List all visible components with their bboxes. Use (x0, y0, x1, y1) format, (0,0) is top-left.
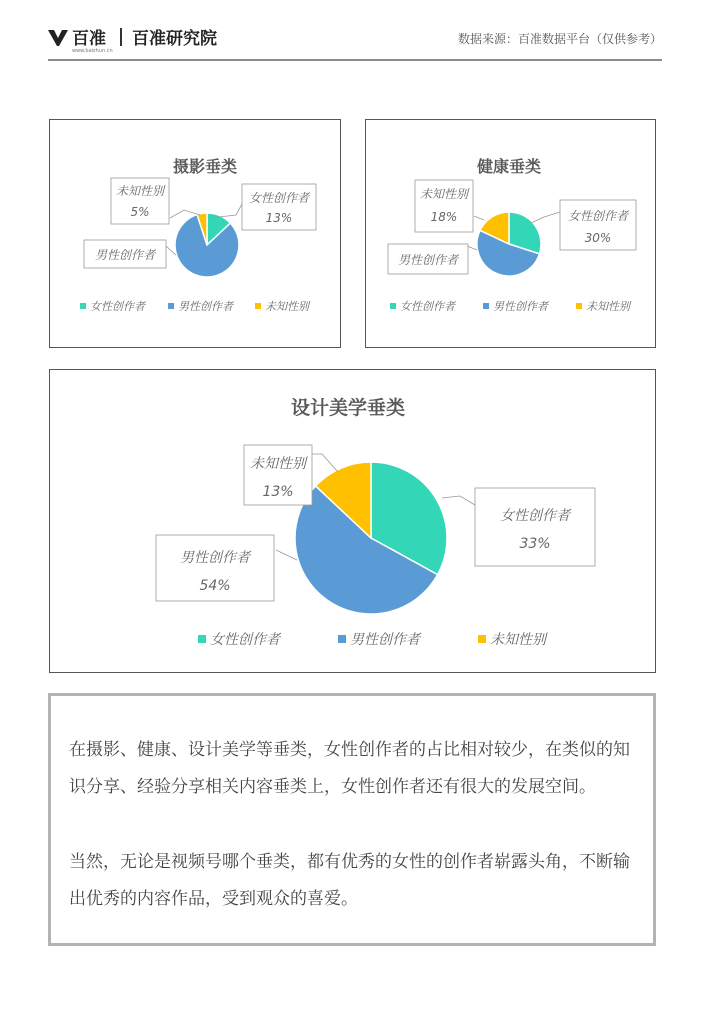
label-female: 女性创作者 (248, 191, 310, 205)
chart-title: 摄影垂类 (172, 157, 238, 176)
summary-paragraph-2: 当然，无论是视频号哪个垂类，都有优秀的女性的创作者崭露头角，不断输出优秀的内容作品，受到观众的喜爱。 (69, 852, 630, 909)
legend-swatch-unknown (576, 303, 582, 309)
health-pie-chart (366, 120, 655, 347)
header-divider (48, 59, 662, 61)
callout-line-unknown (474, 216, 484, 220)
legend-swatch-female (80, 303, 86, 309)
legend-unknown: 未知性别 (490, 632, 546, 648)
label-male: 男性创作者 (397, 253, 459, 267)
design-pie-chart (50, 370, 655, 672)
legend-swatch-unknown (478, 635, 486, 643)
photography-pie-chart (50, 120, 340, 347)
legend-male: 男性创作者 (350, 632, 420, 648)
callout-line-female (442, 496, 475, 505)
label-female: 女性创作者 (567, 209, 629, 223)
callout-line-male (467, 246, 477, 250)
brand-name: 百准 (72, 29, 106, 49)
legend-female: 女性创作者 (400, 300, 455, 313)
callout-line-male (276, 550, 297, 560)
chart-title: 健康垂类 (476, 157, 542, 176)
label-male: 男性创作者 (180, 550, 250, 566)
value-female: 33% (519, 536, 551, 552)
value-male: 54% (199, 578, 231, 594)
brand-url: www.baizhun.cn (72, 48, 113, 54)
value-unknown: 5% (130, 205, 150, 219)
callout-line-female (531, 212, 560, 223)
legend-male: 男性创作者 (493, 300, 548, 313)
health-chart-panel (365, 119, 656, 348)
legend-unknown: 未知性别 (586, 300, 630, 313)
callout-box-female (475, 488, 595, 566)
value-unknown: 13% (262, 484, 294, 500)
data-source: 数据来源：百准数据平台（仅供参考） (457, 32, 662, 46)
legend-swatch-unknown (255, 303, 261, 309)
logo-divider (120, 28, 122, 46)
label-unknown: 未知性别 (115, 184, 165, 198)
callout-line-unknown (312, 454, 338, 472)
page-header (48, 22, 662, 58)
legend-female: 女性创作者 (90, 300, 145, 313)
brand-check-icon (48, 27, 68, 47)
label-male: 男性创作者 (94, 248, 156, 262)
institute-name: 百准研究院 (132, 29, 217, 49)
summary-textbox (48, 693, 656, 946)
legend-swatch-male (483, 303, 489, 309)
legend-swatch-female (390, 303, 396, 309)
brand-logo (48, 24, 217, 54)
legend-swatch-female (198, 635, 206, 643)
legend-male: 男性创作者 (178, 300, 233, 313)
label-unknown: 未知性别 (419, 187, 469, 201)
legend-swatch-male (168, 303, 174, 309)
legend-female: 女性创作者 (210, 632, 280, 648)
legend-swatch-male (338, 635, 346, 643)
value-unknown: 18% (430, 210, 458, 224)
design-chart-panel (49, 369, 656, 673)
value-female: 30% (584, 231, 612, 245)
summary-paragraph-1: 在摄影、健康、设计美学等垂类，女性创作者的占比相对较少，在类似的知识分享、经验分享相关内容垂类上，女性创作者还有很大的发展空间。 (69, 740, 630, 797)
photography-chart-panel (49, 119, 341, 348)
label-female: 女性创作者 (500, 508, 570, 524)
chart-title: 设计美学垂类 (290, 397, 406, 419)
value-female: 13% (265, 211, 293, 225)
label-unknown: 未知性别 (250, 456, 306, 472)
legend-unknown: 未知性别 (265, 300, 309, 313)
